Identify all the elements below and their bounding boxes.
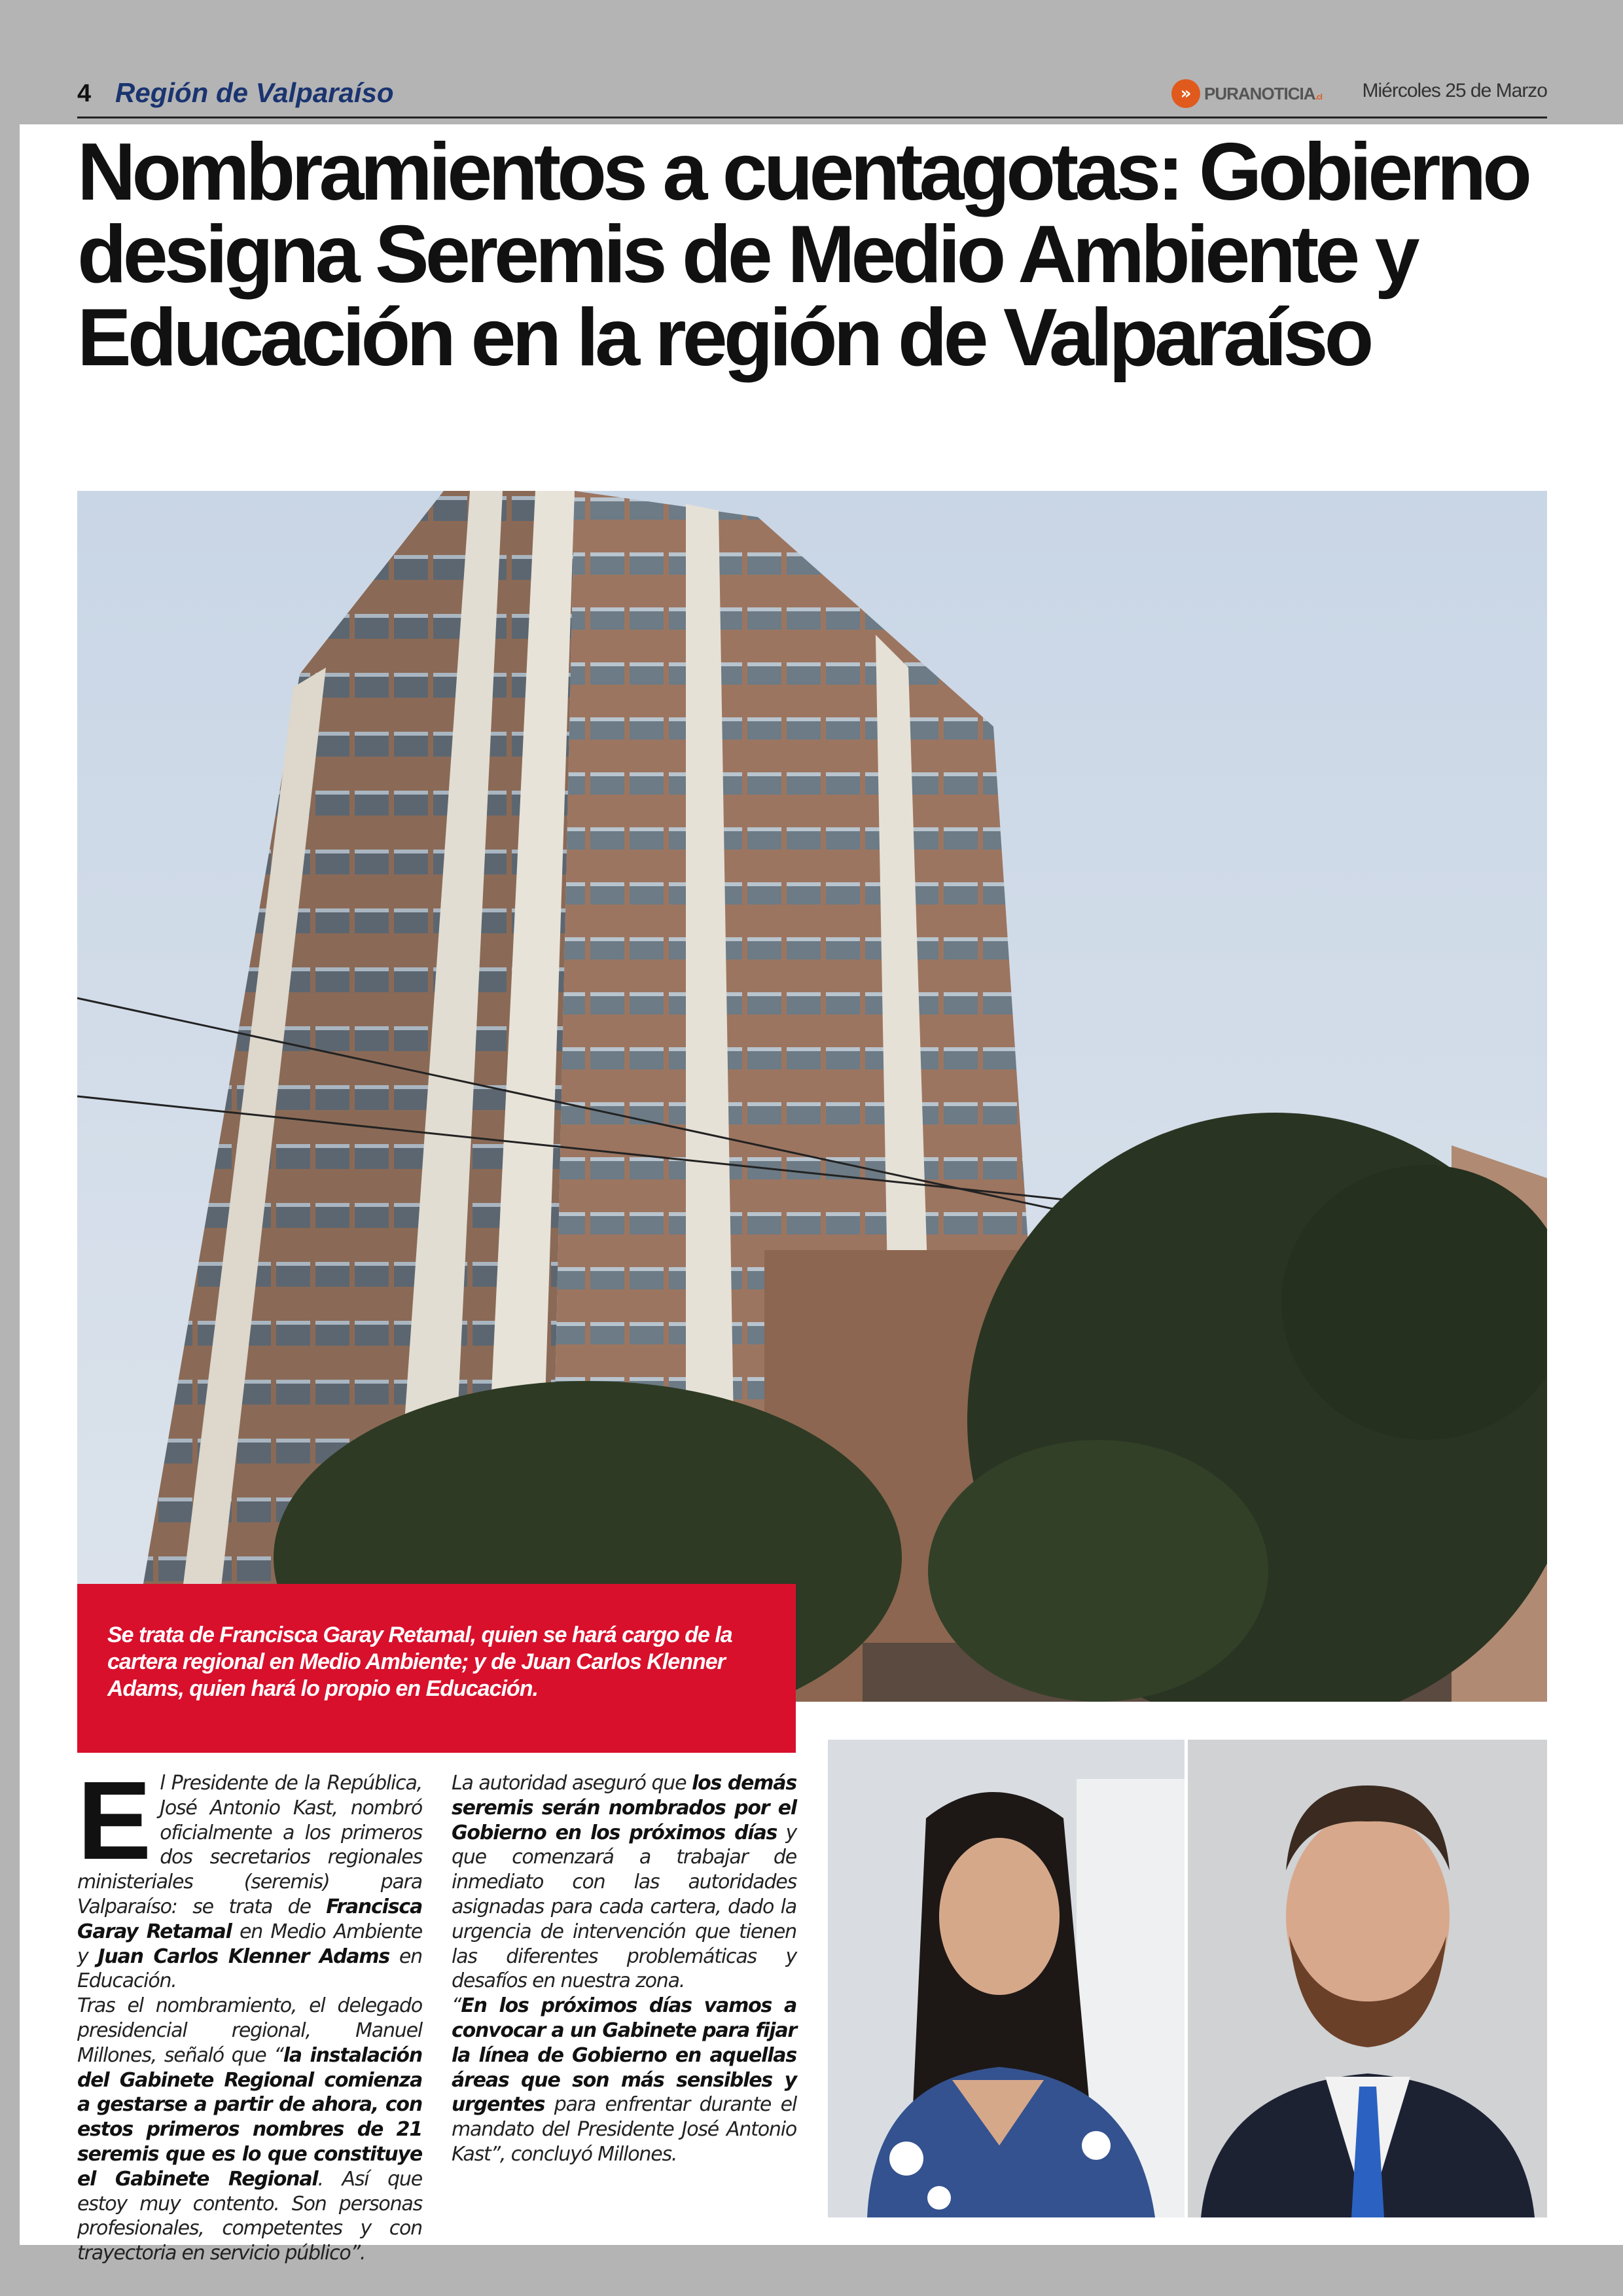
headline: Nombramientos a cuentagotas: Gobierno designa Seremis de Medio Ambiente y Educación en la región de Valparaíso xyxy=(77,127,1529,383)
portrait-francisca-garay xyxy=(828,1740,1185,2217)
brand-name: PURANOTICIA.cl xyxy=(1204,83,1322,103)
page-header xyxy=(77,77,1547,118)
paragraph-2: Tras el nombramiento, el delegado presidencial regional, Manuel Millones, señaló que “la instalación del Gabinete Regional comienza a gestarse a partir de ahora, con estos primeros nombres de 21 seremis que es lo que constituye el Gabinete Regional. Así que estoy muy contento. Son personas profesionales, competentes y con trayectoria en servicio público”. xyxy=(77,1994,422,2265)
article-column-1 xyxy=(77,1759,422,2266)
article-column-2 xyxy=(452,1771,796,2167)
page-number: 4 xyxy=(77,80,92,107)
photo-caption: Se trata de Francisca Garay Retamal, quien se hará cargo de la cartera regional en Medio Ambiente; y de Juan Carlos Klenner Adams, quien hará lo propio en Educación. xyxy=(77,1584,796,1753)
building-photo xyxy=(77,491,1547,1702)
portrait-man-illustration xyxy=(1188,1740,1547,2217)
drop-cap: E xyxy=(77,1759,151,1883)
issue-date: Miércoles 25 de Marzo xyxy=(1362,80,1547,101)
paragraph-4: “En los próximos días vamos a convocar a un Gabinete para fijar la línea de Gobierno en aquellas áreas que son más sensibles y urgentes para enfrentar durante el mandato del Presidente José Antonio Kast”, concluyó Millones. xyxy=(452,1994,796,2166)
paragraph-3: La autoridad aseguró que los demás seremis serán nombrados por el Gobierno en los próximos días y que comenzará a trabajar de inmediato con las autoridades asignadas para cada cartera, dado la urgencia de intervención que tienen las diferentes problemáticas y desafíos en nuestra zona. xyxy=(452,1772,797,1993)
portrait-woman-illustration xyxy=(828,1740,1185,2217)
portrait-juan-carlos-klenner xyxy=(1188,1740,1547,2217)
brand-logo-icon: » xyxy=(1171,79,1200,108)
section-title: Región de Valparaíso xyxy=(115,77,394,108)
paragraph-1: El Presidente de la República, José Antonio Kast, nombró oficialmente a los primeros dos secretarios regionales ministeriales (seremis) para Valparaíso: se trata de Francisca Garay Retamal en Medio Ambiente y Juan Carlos Klenner Adams en Educación. xyxy=(77,1759,422,1993)
building-illustration xyxy=(77,491,1547,1702)
brand xyxy=(1171,77,1322,110)
